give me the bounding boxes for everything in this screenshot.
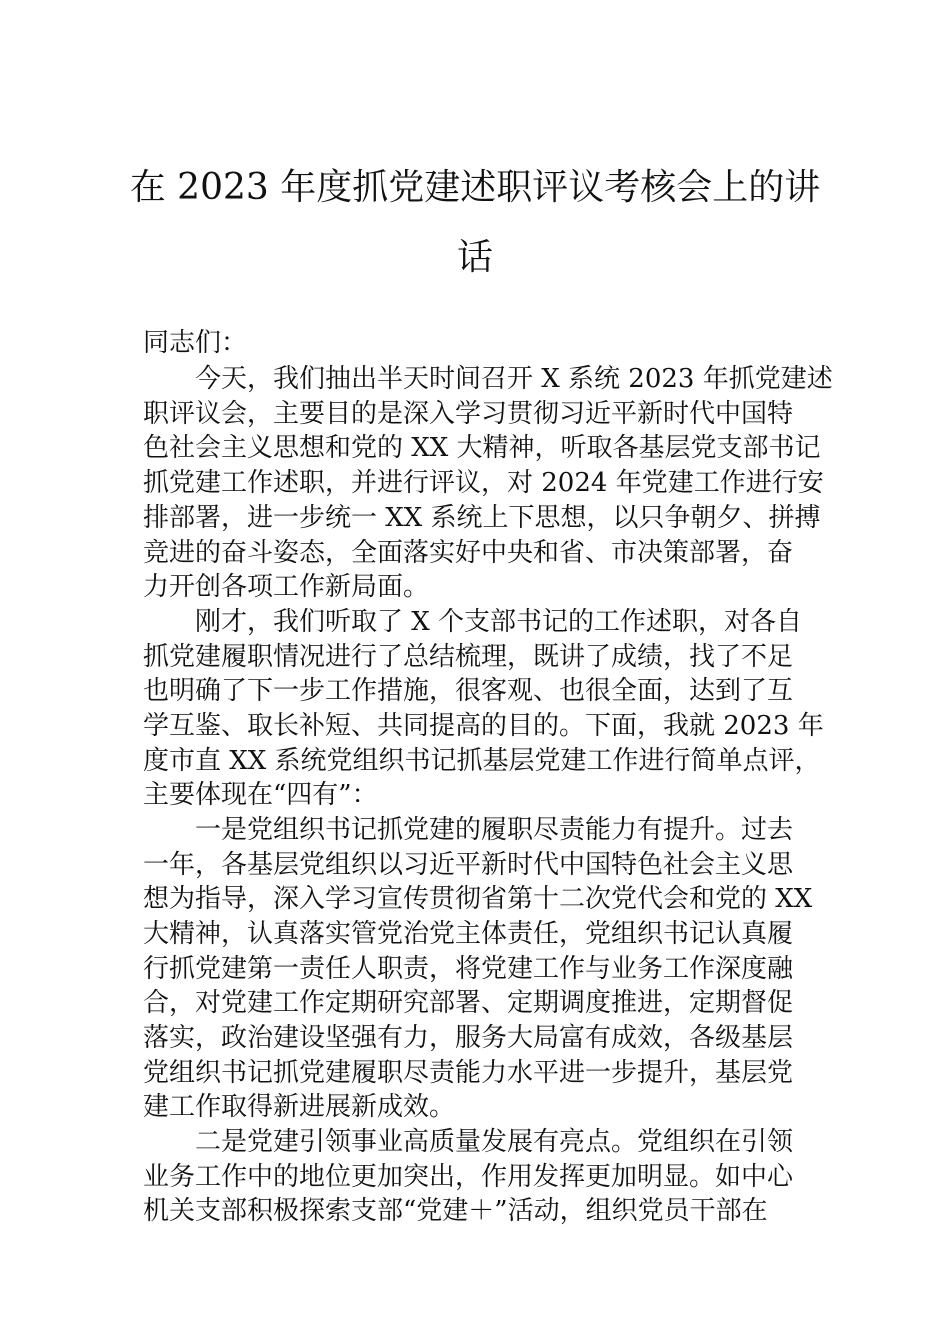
text-line: 一年，各基层党组织以习近平新时代中国特色社会主义思 <box>143 850 794 880</box>
text-line: 学互鉴、取长补短、共同提高的目的。下面，我就 2023 年 <box>143 711 824 741</box>
text-line: 党组织书记抓党建履职尽责能力水平进一步提升，基层党 <box>143 1058 794 1088</box>
text-line: 建工作取得新进展新成效。 <box>143 1092 456 1122</box>
text-line: 刚才，我们听取了 X 个支部书记的工作述职，对各自 <box>195 607 803 637</box>
text-line: 也明确了下一步工作措施，很客观、也很全面，达到了互 <box>143 676 794 706</box>
text-line: 一是党组织书记抓党建的履职尽责能力有提升。过去 <box>195 815 794 845</box>
document-title-line-2: 话 <box>456 237 493 278</box>
text-line: 合，对党建工作定期研究部署、定期调度推进，定期督促 <box>143 988 794 1018</box>
text-line: 想为指导，深入学习宣传贯彻省第十二次党代会和党的 XX <box>143 884 813 914</box>
text-line: 力开创各项工作新局面。 <box>143 572 430 602</box>
text-line: 二是党建引领事业高质量发展有亮点。党组织在引领 <box>195 1127 794 1157</box>
text-line: 机关支部积极探索支部“党建＋”活动，组织党员干部在 <box>143 1196 768 1226</box>
text-line: 竞进的奋斗姿态，全面落实好中央和省、市决策部署，奋 <box>143 538 794 568</box>
text-line: 排部署，进一步统一 XX 系统上下思想，以只争朝夕、拼搏 <box>143 503 821 533</box>
text-line: 抓党建工作述职，并进行评议，对 2024 年党建工作进行安 <box>143 468 824 498</box>
text-line: 落实，政治建设坚强有力，服务大局富有成效，各级基层 <box>143 1023 794 1053</box>
text-line: 业务工作中的地位更加突出，作用发挥更加明显。如中心 <box>143 1162 794 1192</box>
text-line: 行抓党建第一责任人职责，将党建工作与业务工作深度融 <box>143 954 794 984</box>
text-line: 职评议会，主要目的是深入学习贯彻习近平新时代中国特 <box>143 399 794 429</box>
text-line: 抓党建履职情况进行了总结梳理，既讲了成绩，找了不足 <box>143 642 794 672</box>
text-line: 今天，我们抽出半天时间召开 X 系统 2023 年抓党建述 <box>195 364 833 394</box>
salutation: 同志们： <box>143 328 248 358</box>
text-line: 色社会主义思想和党的 XX 大精神，听取各基层党支部书记 <box>143 433 821 463</box>
text-line: 大精神，认真落实管党治党主体责任，党组织书记认真履 <box>143 919 794 949</box>
text-line: 度市直 XX 系统党组织书记抓基层党建工作进行简单点评， <box>143 746 821 776</box>
document-title-line-1: 在 2023 年度抓党建述职评议考核会上的讲 <box>129 167 821 208</box>
text-line: 主要体现在“四有”： <box>143 780 378 810</box>
